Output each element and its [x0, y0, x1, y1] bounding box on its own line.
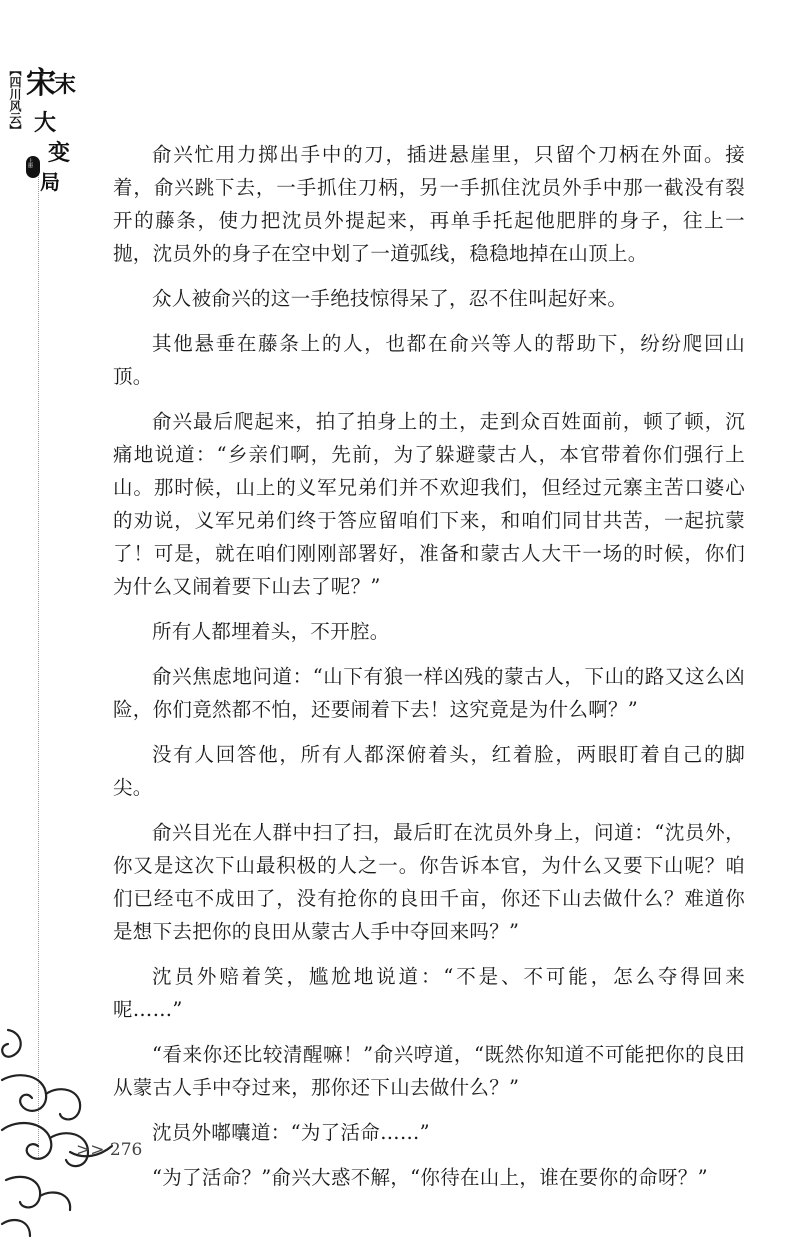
volume-badge: [26, 156, 40, 178]
paragraph: “看来你还比较清醒嘛！”俞兴哼道，“既然你知道不可能把你的良田从蒙古人手中夺过来，那你还下山去做什么？”: [113, 1043, 745, 1099]
paragraph: 众人被俞兴的这一手绝技惊得呆了，忍不住叫起好来。: [152, 287, 628, 310]
paragraph: 沈员外赔着笑，尴尬地说道：“不是、不可能，怎么夺得回来呢……”: [113, 965, 745, 1021]
page-number: >> 276: [76, 1140, 143, 1160]
paragraph: “为了活命？”俞兴大惑不解，“你待在山上，谁在要你的命呀？”: [152, 1166, 708, 1189]
book-title-char: 变: [48, 140, 71, 166]
volume-label: 上册: [27, 158, 33, 168]
body-text: [113, 138, 745, 1206]
book-title-char: 局: [40, 170, 60, 194]
paragraph: 其他悬垂在藤条上的人，也都在俞兴等人的帮助下，纷纷爬回山顶。: [113, 332, 745, 388]
paragraph: 俞兴忙用力掷出手中的刀，插进悬崖里，只留个刀柄在外面。接着，俞兴跳下去，一手抓住刀柄，另一手抓住沈员外手中那一截没有裂开的藤条，使力把沈员外提起来，再单手托起他肥胖的身子，往上一抛，沈员外的身子在空中划了一道弧线，稳稳地掉在山顶上。: [113, 143, 745, 265]
book-title-char: 宋: [26, 66, 56, 101]
paragraph: 没有人回答他，所有人都深俯着头，红着脸，两眼盯着自己的脚尖。: [113, 743, 745, 799]
book-title-char: 大: [34, 110, 57, 136]
paragraph: 俞兴最后爬起来，拍了拍身上的土，走到众百姓面前，顿了顿，沉痛地说道：“乡亲们啊，先前，为了躲避蒙古人，本官带着你们强行上山。那时候，山上的义军兄弟们并不欢迎我们，但经过元寨主苦口婆心的劝说，义军兄弟们终于答应留咱们下来，和咱们同甘共苦，一起抗蒙了！可是，就在咱们刚刚部署好，准备和蒙古人大干一场的时候，你们为什么又闹着要下山去了呢？”: [113, 410, 745, 598]
paragraph: 俞兴目光在人群中扫了扫，最后盯在沈员外身上，问道：“沈员外，你又是这次下山最积极的人之一。你告诉本官，为什么又要下山呢？咱们已经屯不成田了，没有抢你的良田千亩，你还下山去做什么？难道你是想下去把你的良田从蒙古人手中夺回来吗？”: [113, 821, 745, 943]
paragraph: 俞兴焦虑地问道：“山下有狼一样凶残的蒙古人，下山的路又这么凶险，你们竟然都不怕，还要闹着下去！这究竟是为什么啊？”: [113, 665, 745, 721]
paragraph: 所有人都埋着头，不开腔。: [152, 620, 390, 643]
book-title-char: 末: [54, 72, 77, 98]
cloud-ornament-icon: [0, 1010, 120, 1249]
series-name: 【四川风云】: [8, 64, 22, 136]
paragraph: 沈员外嘟囔道：“为了活命……”: [152, 1121, 430, 1144]
